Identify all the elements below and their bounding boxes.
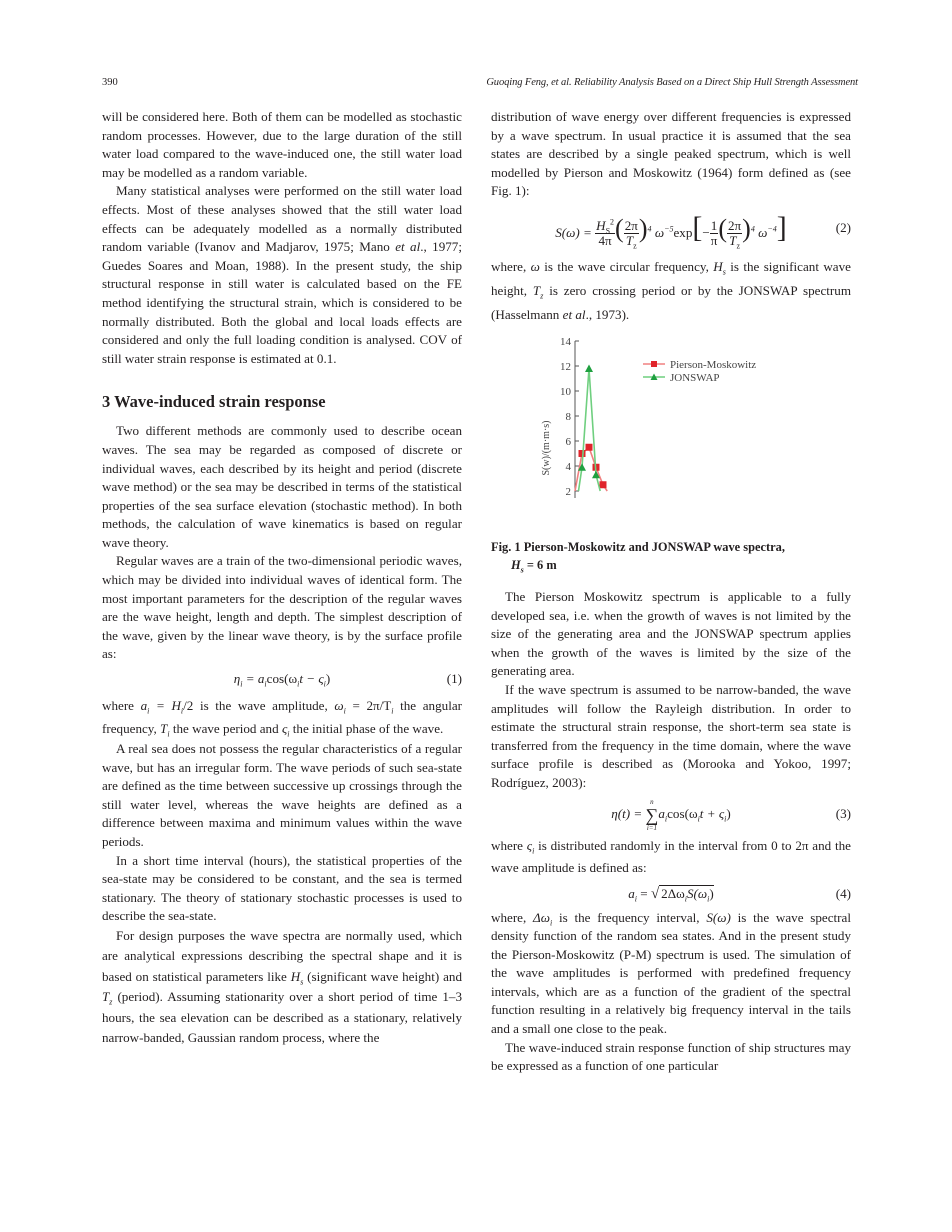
math: ω — [530, 258, 540, 274]
math: 4 — [647, 224, 652, 234]
data-point-triangle — [585, 364, 593, 372]
text: is the frequency interval, — [552, 909, 707, 925]
math: 2Δω — [661, 885, 685, 901]
math: S(ω — [687, 885, 708, 901]
math: ) — [325, 671, 331, 687]
math: 4π — [598, 233, 612, 249]
math: i — [664, 814, 668, 824]
math: i — [343, 706, 346, 716]
math: T — [532, 282, 541, 298]
fraction — [624, 218, 639, 252]
math: i — [240, 679, 243, 689]
left-column — [102, 108, 462, 1049]
math: z — [540, 291, 544, 301]
paragraph: The wave-induced strain response function of ship structures may be expressed as a function of one particular — [491, 1039, 851, 1074]
equation-number: (1) — [446, 671, 462, 687]
math: cos(ω — [266, 671, 298, 687]
legend-label: Pierson-Moskowitz — [670, 358, 757, 371]
equation-1 — [102, 664, 462, 694]
math: i — [634, 894, 637, 904]
y-tick-label: 2 — [565, 485, 571, 498]
text: is distributed randomly in the interval from 0 to 2π and the wave amplitude is defined as: — [491, 837, 851, 875]
math: i — [724, 814, 727, 824]
text: ., 1977; Guedes Soares and Moan, 1988). In the present study, the ship structural response in still water is calculated based on the FE method identifying the structural strain, which is considered to be normally distributed. Both the global and local loads effects are considered and only the full loading condition is analysed. COV of still water strain response is estimated at 0.1. — [102, 239, 462, 366]
math: t + ς — [699, 805, 725, 821]
y-tick-label: 4 — [565, 460, 571, 473]
radicand — [659, 885, 714, 904]
equation-number: (2) — [835, 219, 851, 235]
math: i — [147, 706, 150, 716]
math: 1 — [710, 218, 718, 234]
math: S(ω) = — [555, 224, 596, 240]
math: η(t) = — [611, 805, 646, 821]
legend-label: JONSWAP — [670, 371, 720, 384]
math: ω — [334, 698, 344, 714]
text: where, — [491, 258, 531, 274]
equation-4 — [491, 879, 851, 909]
paragraph: In a short time interval (hours), the statistical properties of the sea-state may be considered to be constant, and the sea is termed stationary. The theory of stationary stochastic processes is used to describe the sea-state. — [102, 852, 462, 924]
equation-3 — [491, 793, 851, 835]
paragraph: distribution of wave energy over different frequencies is expressed by a wave spectrum. In usual practice it is assumed that the sea states are described by a single peaked spectrum, which is well modelled by Pierson and Moskowitz (1964) form defined as (see Fig. 1): — [491, 109, 851, 199]
text: et al — [395, 239, 421, 255]
math: 2π — [728, 218, 742, 234]
math: i — [697, 814, 700, 824]
math: T — [625, 233, 634, 249]
y-tick-label: 12 — [560, 360, 571, 373]
text: For design purposes the wave spectra are normally used, which are analytical expressions describing the spectral shape and it is based on statistical parameters like — [102, 927, 462, 984]
math: √ — [650, 885, 660, 902]
math: z — [109, 998, 113, 1008]
math: z — [633, 242, 637, 252]
math: i — [532, 846, 535, 856]
text: is the wave spectral density function of the random sea states. And in the present study the Pierson-Moskowitz (P-M) spectrum is used. The simulation of the wave amplitudes is performed with predefined frequency intervals, which are as a function of the gradient of the spectral function resulting in a relatively big frequency interval in the tails and a small one close to the peak. — [491, 909, 851, 1037]
y-tick-label: 8 — [565, 410, 571, 423]
math: i — [323, 679, 326, 689]
math: a — [658, 805, 665, 821]
math: Δω — [533, 909, 550, 925]
y-axis-label: S(w)/(m·m·s) — [541, 420, 552, 476]
math: = H — [149, 698, 181, 714]
math: /2 — [183, 698, 194, 714]
text: where — [491, 837, 527, 853]
math: ς — [526, 837, 533, 853]
text: (period). Assuming stationarity over a short period of time 1–3 hours, the sea elevation can be described as a stationary, relatively narrow-banded, Gaussian random process, where the — [102, 989, 462, 1046]
text: the wave period and — [169, 721, 282, 737]
math: 4 — [750, 224, 755, 234]
page-number: 390 — [102, 77, 118, 88]
math: − — [702, 224, 710, 240]
math: H — [511, 557, 521, 572]
math: H — [713, 258, 723, 274]
math: i — [287, 729, 290, 739]
paragraph — [491, 909, 851, 1039]
text: is the significant wave height, — [491, 258, 851, 298]
paragraph: The Pierson Moskowitz spectrum is applicable to a fully developed sea, i.e. when the growth of waves is not limited by the size of the generating area and the JONSWAP spectrum applies when the growth of the waves is limited by the size of the generating area. — [491, 588, 851, 679]
paragraph — [491, 255, 851, 327]
math: ) — [709, 885, 714, 901]
math: exp — [673, 224, 693, 240]
paragraph: Two different methods are commonly used to describe ocean waves. The sea may be regarded as composed of discrete or individual waves, each described by its height and period (discrete wave method) or the sea may be described in terms of the statistical properties of the sea surface elevation (stochastic method). In both methods, the calculation of wave kinematics is based on regular wave theory. — [102, 423, 462, 550]
math: T — [160, 721, 168, 737]
math: 2π — [624, 218, 638, 234]
math: z — [736, 242, 741, 252]
math: i — [180, 706, 184, 716]
data-point-square — [600, 481, 607, 488]
paragraph: A real sea does not possess the regular characteristics of a regular wave, but has an irregular form. The wave periods of such sea-state are defined as the time between successive up crossings through the still water level, whereas the wave heights are defined as a difference between maxima and minimum values within the wave periods. — [102, 741, 462, 849]
math: = a — [242, 671, 265, 687]
caption-line-2 — [491, 556, 851, 574]
paragraph: If the wave spectrum is assumed to be narrow-banded, the wave amplitudes will follow the Rayleigh distribution. In order to estimate the structural strain response, the short-term sea state is transferred from the frequency in the time domain, where the wave surface profile is described as (Morooka and Yokoo, 1997; Rodríguez, 2003): — [491, 681, 851, 790]
equation-2: S(ω) = $\frac{H_S^2}{4\pi}$ ( $\frac{2\pi}{T_z}$ )$^4$ $\omega^{-5}\exp[-$ $\frac{1}{\pi}$ ( $\frac{2\pi}{T_z}$ )$^4$ $\omega^{-4}$] (2) — [491, 201, 851, 255]
text: where, — [491, 909, 534, 925]
text: where — [102, 698, 141, 714]
math: i — [297, 679, 300, 689]
math: S(ω) — [706, 909, 731, 925]
math: t − ς — [299, 671, 324, 687]
math: s — [520, 565, 524, 575]
text: the initial phase of the wave. — [289, 721, 444, 737]
math: s — [300, 977, 304, 987]
math: ) — [726, 805, 731, 821]
fraction — [727, 218, 742, 252]
math: ω — [758, 224, 768, 240]
math: −4 — [767, 224, 777, 234]
y-tick-label: 10 — [560, 385, 571, 398]
right-column — [491, 108, 851, 1076]
figure-1-chart — [491, 333, 851, 498]
paragraph — [102, 926, 462, 1049]
section-heading: 3 Wave-induced strain response — [102, 392, 326, 412]
math: i — [549, 918, 553, 928]
math: = — [637, 885, 651, 901]
math: i — [264, 679, 267, 689]
math: a — [628, 885, 635, 901]
math: ∑ — [645, 804, 659, 825]
paragraph: Regular waves are a train of the two-dimensional periodic waves, which may be divided into individual waves of identical form. The most important parameters for the description of the regular waves are the wave height, length and depth. The simplest description of the wave, given by the linear wave theory, is by the surface profile as: — [102, 553, 462, 662]
math: s — [722, 267, 726, 277]
math: i — [167, 729, 170, 739]
text: ., 1973). — [585, 306, 630, 322]
caption-text: Fig. 1 Pierson-Moskowitz and JONSWAP wave spectra, — [491, 539, 785, 554]
math: i — [391, 706, 394, 716]
math: η — [233, 671, 241, 687]
math: 2 — [610, 218, 615, 228]
text: Many statistical analyses were performed on the still water load effects. Most of these analyses showed that the still water load effects can be adequately modelled as a normally distributed random variable (Ivanov and Madjarov, 1975; Mano — [102, 183, 462, 255]
figure-caption — [491, 538, 851, 574]
paragraph — [102, 182, 462, 368]
math: π — [710, 233, 718, 249]
data-point-square — [586, 444, 593, 451]
math: −5 — [664, 224, 674, 234]
math: ω — [654, 224, 665, 240]
text: is zero crossing period or by the JONSWAP spectrum (Hasselmann — [491, 282, 851, 322]
legend-marker-square — [651, 361, 657, 367]
math: H — [596, 218, 606, 234]
chart-svg — [491, 333, 851, 498]
math: = 2π/T — [345, 698, 392, 714]
fraction — [595, 219, 615, 248]
paragraph — [491, 835, 851, 879]
math: T — [729, 233, 737, 249]
y-tick-label: 14 — [560, 335, 571, 348]
text: et al — [562, 306, 586, 322]
data-point-square — [579, 450, 586, 457]
caption-text: = 6 m — [523, 557, 557, 572]
math: n — [650, 797, 654, 806]
math: i — [684, 894, 687, 904]
summation — [646, 797, 659, 833]
paragraph — [102, 694, 462, 740]
paragraph: will be considered here. Both of them can be modelled as stochastic random processes. However, due to the large duration of the still water load compared to the wave-induced one, the still water load may be modelled as a random variable. — [102, 109, 462, 180]
equation-number: (3) — [835, 805, 851, 821]
text: the angular frequency, — [102, 698, 462, 737]
text: is the wave circular frequency, — [539, 258, 714, 274]
text: is the wave amplitude, — [193, 698, 335, 714]
math: i — [707, 894, 710, 904]
math: H — [290, 968, 301, 984]
equation-number: (4) — [835, 885, 851, 901]
math: ς — [281, 721, 288, 737]
math: a — [140, 698, 148, 714]
math: S — [605, 227, 611, 237]
y-tick-label: 6 — [565, 435, 571, 448]
math: i=1 — [646, 823, 657, 832]
running-title: Guoqing Feng, et al. Reliability Analysis Based on a Direct Ship Hull Strength Assessment — [486, 77, 858, 88]
text: (significant wave height) and — [303, 968, 462, 984]
math: cos(ω — [667, 805, 698, 821]
math: T — [102, 989, 110, 1005]
